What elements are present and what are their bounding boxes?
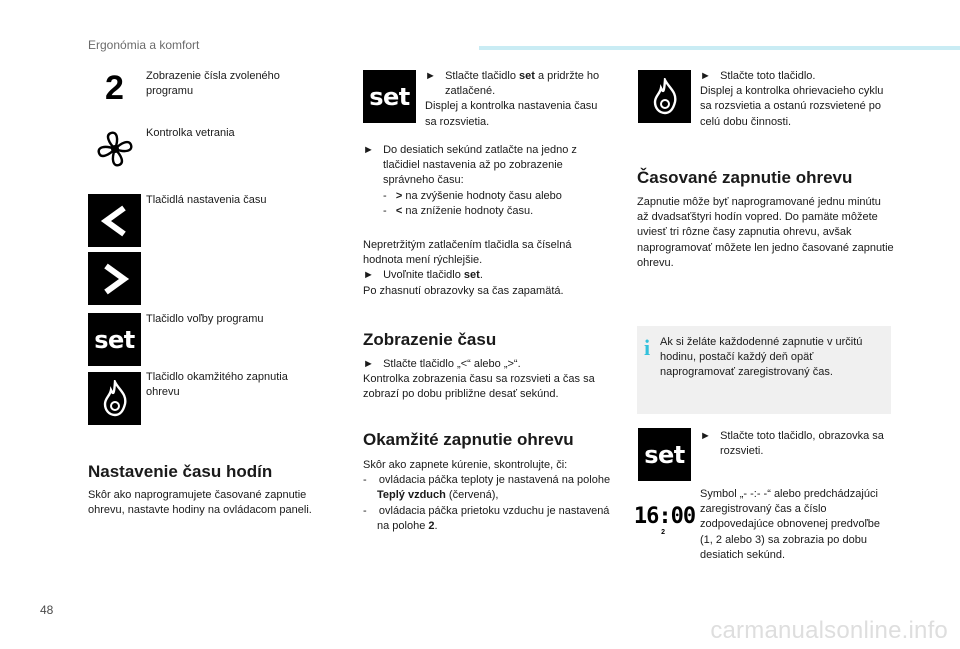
section-text-clock: Skôr ako naprogramujete časované zapnutie ohrevu, nastavte hodiny na ovládacom paneli. bbox=[88, 489, 312, 517]
flame-icon bbox=[638, 70, 691, 123]
bullet-arrow-icon: ► bbox=[700, 430, 711, 442]
release-instruction: Nepretržitým zatlačením tlačidla sa číselná hodnota mení rýchlejšie. ► Uvoľnite tlačidlo set. Po zhasnutí obrazovky sa čas zapamätá. bbox=[363, 239, 572, 297]
bullet-arrow-icon: ► bbox=[363, 358, 374, 370]
watermark: carmanualsonline.info bbox=[710, 617, 948, 644]
info-icon: i bbox=[644, 335, 651, 360]
set-button-icon: set bbox=[88, 313, 141, 366]
instant-heat-label: Tlačidlo okamžitého zapnutia ohrevu bbox=[146, 371, 288, 399]
flame-icon bbox=[88, 372, 141, 425]
time-decrease-button-icon bbox=[88, 194, 141, 247]
set-button-icon: set bbox=[638, 428, 691, 481]
page-number: 48 bbox=[40, 603, 54, 617]
set-screen-instruction: ► Stlačte toto tlačidlo, obrazovka sa rozsvieti. bbox=[700, 430, 884, 458]
section-text-display: ► Stlačte tlačidlo „<“ alebo „>“. Kontrolka zobrazenia času sa rozsvieti a čas sa zobrazí po dobu približne desať sekúnd. bbox=[363, 358, 595, 401]
section-title-display: Zobrazenie času bbox=[363, 330, 497, 349]
section-title-clock: Nastavenie času hodín bbox=[88, 462, 273, 481]
bullet-arrow-icon: ► bbox=[363, 144, 374, 156]
program-number-icon: 2 bbox=[88, 62, 141, 115]
set-button-icon: set bbox=[363, 70, 416, 123]
info-text: Ak si želáte každodenné zapnutie v určitú hodinu, postačí každý deň opäť naprogramovať zaregistrovaný čas. bbox=[660, 336, 863, 379]
clock-display-icon: 16:00 2 bbox=[638, 500, 691, 540]
fan-icon bbox=[88, 122, 141, 175]
program-select-label: Tlačidlo voľby programu bbox=[146, 313, 264, 325]
section-title-timed: Časované zapnutie ohrevu bbox=[637, 168, 853, 187]
running-header: Ergonómia a komfort bbox=[88, 38, 200, 52]
clock-display-text: Symbol „- -:- -“ alebo predchádzajúci zaregistrovaný čas a číslo zodpovedajúce obnovenej predvoľbe (1, 2 alebo 3) sa zobrazia po dobu desiatich sekúnd. bbox=[700, 488, 880, 561]
fan-indicator-label: Kontrolka vetrania bbox=[146, 127, 235, 139]
bullet-arrow-icon: ► bbox=[425, 70, 436, 82]
set-hold-instruction: ► Stlačte tlačidlo set a pridržte ho zatlačené. Displej a kontrolka nastavenia času sa rozsvietia. bbox=[425, 70, 600, 128]
time-increase-button-icon bbox=[88, 252, 141, 305]
bullet-arrow-icon: ► bbox=[700, 70, 711, 82]
time-buttons-label: Tlačidlá nastavenia času bbox=[146, 194, 267, 206]
program-number-label: Zobrazenie čísla zvoleného programu bbox=[146, 70, 280, 98]
time-adjust-instruction: ► Do desiatich sekúnd zatlačte na jedno z tlačidiel nastavenia až po zobrazenie správneho času: - > na zvýšenie hodnoty času alebo - < na zníženie hodnoty času. bbox=[363, 144, 577, 217]
instant-heat-instruction: ► Stlačte toto tlačidlo. Displej a kontrolka ohrievacieho cyklu sa rozsvietia a ostanú rozsvietené po celú dobu činnosti. bbox=[700, 70, 884, 128]
bullet-arrow-icon: ► bbox=[363, 269, 374, 282]
header-accent-bar bbox=[479, 46, 960, 50]
section-text-timed: Zapnutie môže byť naprogramované jednu minútu až dvadsaťštyri hodín vopred. Do pamäte môžete uviesť tri rôzne časy zapnutia ohrevu, avšak naprogramovať môžete len jedno časované zapnutie ohrevu. bbox=[637, 196, 894, 269]
section-text-instant: Skôr ako zapnete kúrenie, skontrolujte, či: - ovládacia páčka teploty je nastavená na polohe Teplý vzduch (červená), - ovládacia páčka prietoku vzduchu je nastavená na polohe 2. bbox=[363, 459, 611, 532]
section-title-instant: Okamžité zapnutie ohrevu bbox=[363, 430, 574, 449]
